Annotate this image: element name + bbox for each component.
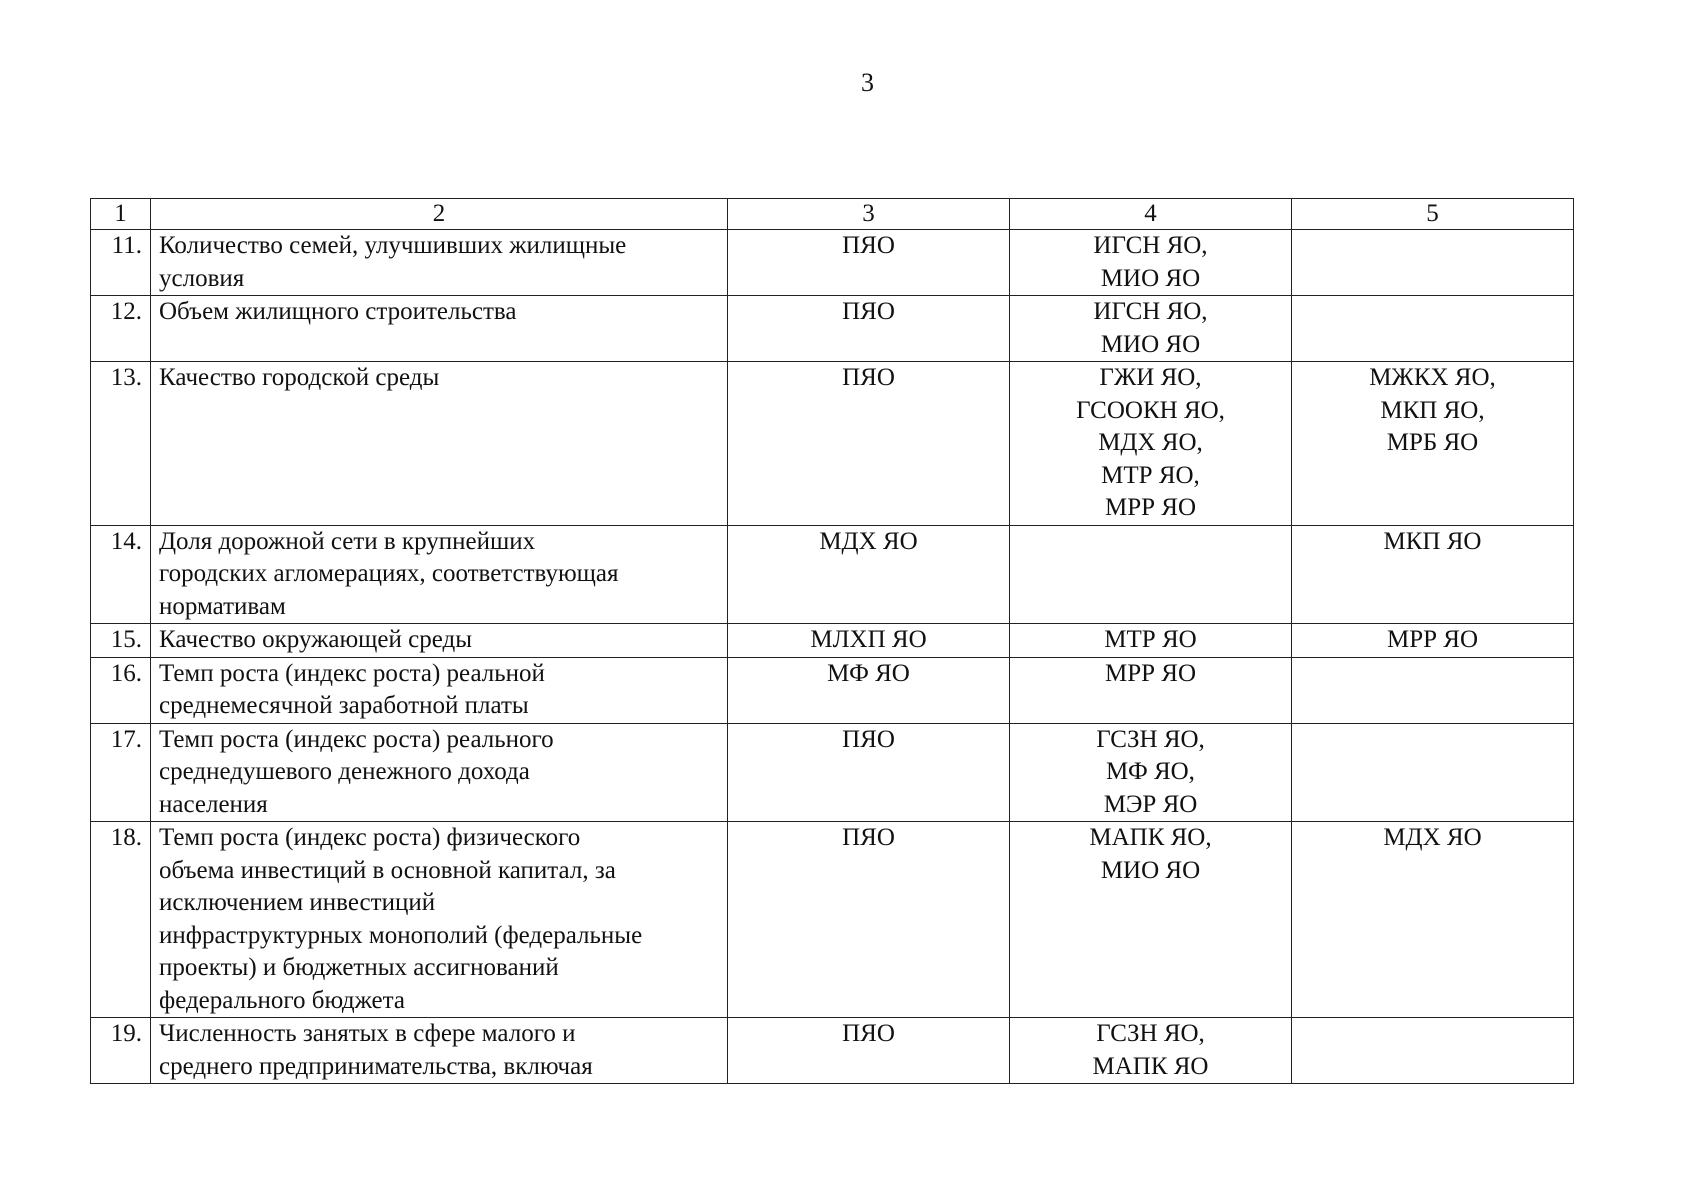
row-number: 16. — [91, 657, 151, 723]
cell-line: ГЖИ ЯО, — [1099, 364, 1202, 391]
cell-line: МДХ ЯО, — [1098, 429, 1203, 456]
indicator-name — [151, 230, 728, 296]
cell-line: МТР ЯО, — [1101, 461, 1200, 489]
cell-line: Объем жилищного строительства — [159, 298, 517, 325]
table-row — [91, 1018, 1574, 1084]
cell-line: МЛХП ЯО — [810, 626, 927, 653]
responsible-col4 — [1010, 723, 1292, 822]
cell-line: МТР ЯО — [1104, 626, 1197, 653]
cell-line: МЖКХ ЯО, — [1369, 364, 1496, 391]
responsible-col4 — [1010, 822, 1292, 1018]
cell-line: городских агломерациях, соответствующая — [159, 560, 619, 587]
row-number: 17. — [91, 723, 151, 822]
responsible-col3 — [728, 362, 1010, 526]
row-number: 14. — [91, 525, 151, 624]
cell-line: ПЯО — [842, 1020, 895, 1047]
responsible-col5 — [1292, 525, 1574, 624]
header-cell-5: 5 — [1292, 199, 1574, 230]
responsible-col4 — [1010, 1018, 1292, 1084]
cell-line: МИО ЯО — [1100, 264, 1201, 292]
cell-line: среднего предпринимательства, включая — [159, 1052, 593, 1080]
cell-line: МРР ЯО — [1104, 494, 1196, 521]
responsible-col5 — [1292, 296, 1574, 362]
table-header-row — [91, 199, 1574, 230]
responsible-col3 — [728, 230, 1010, 296]
cell-line: МФ ЯО, — [1106, 758, 1195, 785]
responsible-col3 — [728, 296, 1010, 362]
cell-line: МАПК ЯО, — [1089, 824, 1212, 851]
responsible-col4 — [1010, 296, 1292, 362]
row-number: 11. — [91, 230, 151, 296]
responsible-col5 — [1292, 1018, 1574, 1084]
indicator-name — [151, 1018, 728, 1084]
table-row — [91, 657, 1574, 723]
cell-line: Качество городской среды — [159, 364, 440, 391]
indicator-name — [151, 296, 728, 362]
row-number: 12. — [91, 296, 151, 362]
indicator-name — [151, 657, 728, 723]
row-number: 15. — [91, 624, 151, 658]
cell-line: Темп роста (индекс роста) реальной — [159, 659, 545, 687]
cell-line: ИГСН ЯО, — [1093, 298, 1208, 325]
responsible-col5 — [1292, 723, 1574, 822]
cell-line: МИО ЯО — [1100, 330, 1201, 358]
responsible-col4 — [1010, 525, 1292, 624]
responsible-col4 — [1010, 624, 1292, 658]
cell-line: МЭР ЯО — [1103, 790, 1198, 818]
header-cell-2: 2 — [151, 199, 728, 230]
cell-line: Качество окружающей среды — [159, 626, 473, 653]
cell-line: МРБ ЯО — [1386, 429, 1479, 456]
cell-line: среднедушевого денежного дохода — [159, 758, 530, 785]
cell-line: исключением инвестиций — [159, 889, 436, 916]
cell-line: ГСЗН ЯО, — [1096, 725, 1205, 753]
responsible-col3 — [728, 525, 1010, 624]
responsible-col5 — [1292, 624, 1574, 658]
cell-line: Темп роста (индекс роста) реального — [159, 725, 554, 753]
responsible-col4 — [1010, 362, 1292, 526]
responsible-col3 — [728, 624, 1010, 658]
responsible-col3 — [728, 723, 1010, 822]
responsible-col5 — [1292, 362, 1574, 526]
responsible-col3 — [728, 822, 1010, 1018]
cell-line: Темп роста (индекс роста) физического — [159, 824, 581, 851]
table-row — [91, 624, 1574, 658]
cell-line: нормативам — [159, 592, 286, 620]
cell-line: ГСООКН ЯО, — [1076, 396, 1225, 424]
cell-line: МРР ЯО — [1386, 626, 1478, 653]
row-number: 19. — [91, 1018, 151, 1084]
table-row — [91, 822, 1574, 1018]
cell-line: МКП ЯО — [1383, 527, 1482, 555]
table-row — [91, 230, 1574, 296]
responsible-col4 — [1010, 230, 1292, 296]
cell-line: населения — [159, 790, 268, 818]
cell-line: МДХ ЯО — [819, 527, 918, 555]
responsible-col3 — [728, 657, 1010, 723]
cell-line: объема инвестиций в основной капитал, за — [159, 856, 616, 884]
header-cell-4: 4 — [1010, 199, 1292, 230]
cell-line: ПЯО — [842, 232, 895, 259]
cell-line: Численность занятых в сфере малого и — [159, 1020, 576, 1047]
cell-line: МФ ЯО — [827, 659, 910, 687]
responsible-col5 — [1292, 822, 1574, 1018]
header-cell-1: 1 — [91, 199, 151, 230]
table-row — [91, 296, 1574, 362]
cell-line: МДХ ЯО — [1383, 824, 1482, 851]
header-cell-3: 3 — [728, 199, 1010, 230]
cell-line: ПЯО — [842, 725, 895, 753]
responsible-col3 — [728, 1018, 1010, 1084]
cell-line: ПЯО — [842, 364, 895, 391]
responsible-col5 — [1292, 230, 1574, 296]
cell-line: МКП ЯО, — [1380, 396, 1485, 424]
indicator-name — [151, 822, 728, 1018]
cell-line: ИГСН ЯО, — [1093, 232, 1208, 259]
cell-line: федерального бюджета — [159, 986, 405, 1014]
cell-line: ПЯО — [842, 824, 895, 851]
cell-line: МАПК ЯО — [1092, 1052, 1209, 1080]
indicator-name — [151, 362, 728, 526]
indicator-name — [151, 723, 728, 822]
cell-line: ГСЗН ЯО, — [1096, 1020, 1205, 1047]
row-number: 13. — [91, 362, 151, 526]
cell-line: МРР ЯО — [1104, 659, 1196, 687]
indicator-name — [151, 624, 728, 658]
table-row — [91, 362, 1574, 526]
cell-line: проекты) и бюджетных ассигнований — [159, 954, 559, 981]
indicator-name — [151, 525, 728, 624]
responsible-col5 — [1292, 657, 1574, 723]
cell-line: условия — [159, 264, 245, 292]
table-row — [91, 723, 1574, 822]
cell-line: Количество семей, улучшивших жилищные — [159, 232, 627, 259]
table-row — [91, 525, 1574, 624]
responsible-col4 — [1010, 657, 1292, 723]
cell-line: среднемесячной заработной платы — [159, 692, 529, 719]
cell-line: инфраструктурных монополий (федеральные — [159, 921, 643, 949]
cell-line: ПЯО — [842, 298, 895, 325]
indicators-table — [90, 198, 1574, 1084]
cell-line: Доля дорожной сети в крупнейших — [159, 527, 536, 555]
cell-line: МИО ЯО — [1100, 856, 1201, 884]
page-number: 3 — [861, 68, 874, 97]
row-number: 18. — [91, 822, 151, 1018]
